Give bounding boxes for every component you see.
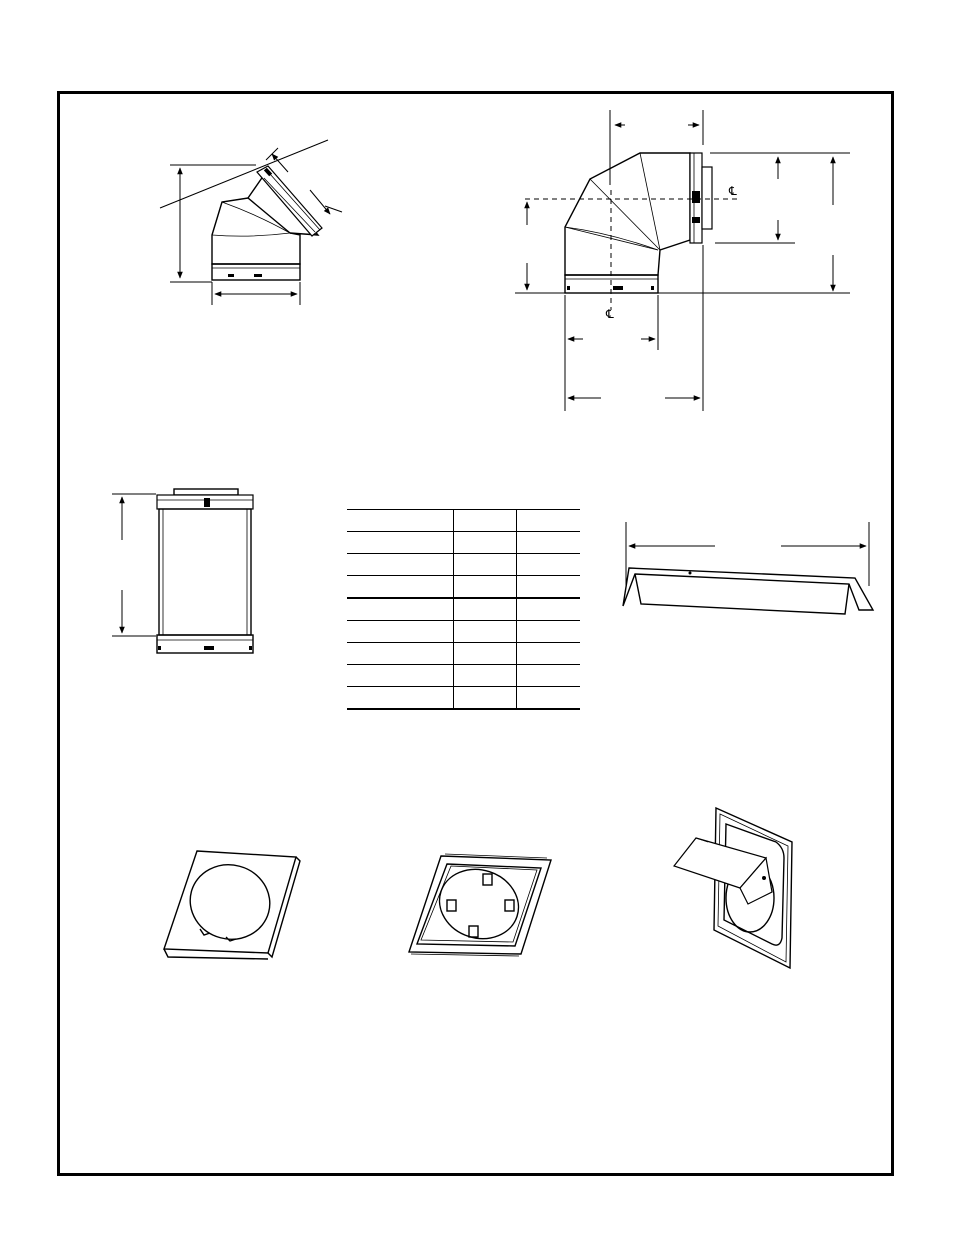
centerline-symbol-right: ℄ xyxy=(729,184,737,198)
table-row xyxy=(347,643,580,665)
vinyl-siding-standoff-drawing xyxy=(615,520,880,620)
elbow-45-drawing xyxy=(160,140,350,310)
centerline-symbol-bottom: ℄ xyxy=(606,307,614,321)
table-row xyxy=(347,621,580,643)
ceiling-firestop-drawing xyxy=(160,845,305,965)
dimension-table xyxy=(347,509,580,710)
table-row xyxy=(347,554,580,576)
table-row xyxy=(347,532,580,554)
table-row xyxy=(347,598,580,621)
elbow-90-drawing xyxy=(505,105,860,415)
table-row xyxy=(347,576,580,599)
termination-cap-drawing xyxy=(668,802,808,972)
table-row xyxy=(347,665,580,687)
wall-firestop-drawing xyxy=(405,850,555,960)
table-row xyxy=(347,687,580,710)
table-row xyxy=(347,510,580,532)
straight-pipe-drawing xyxy=(108,485,263,655)
